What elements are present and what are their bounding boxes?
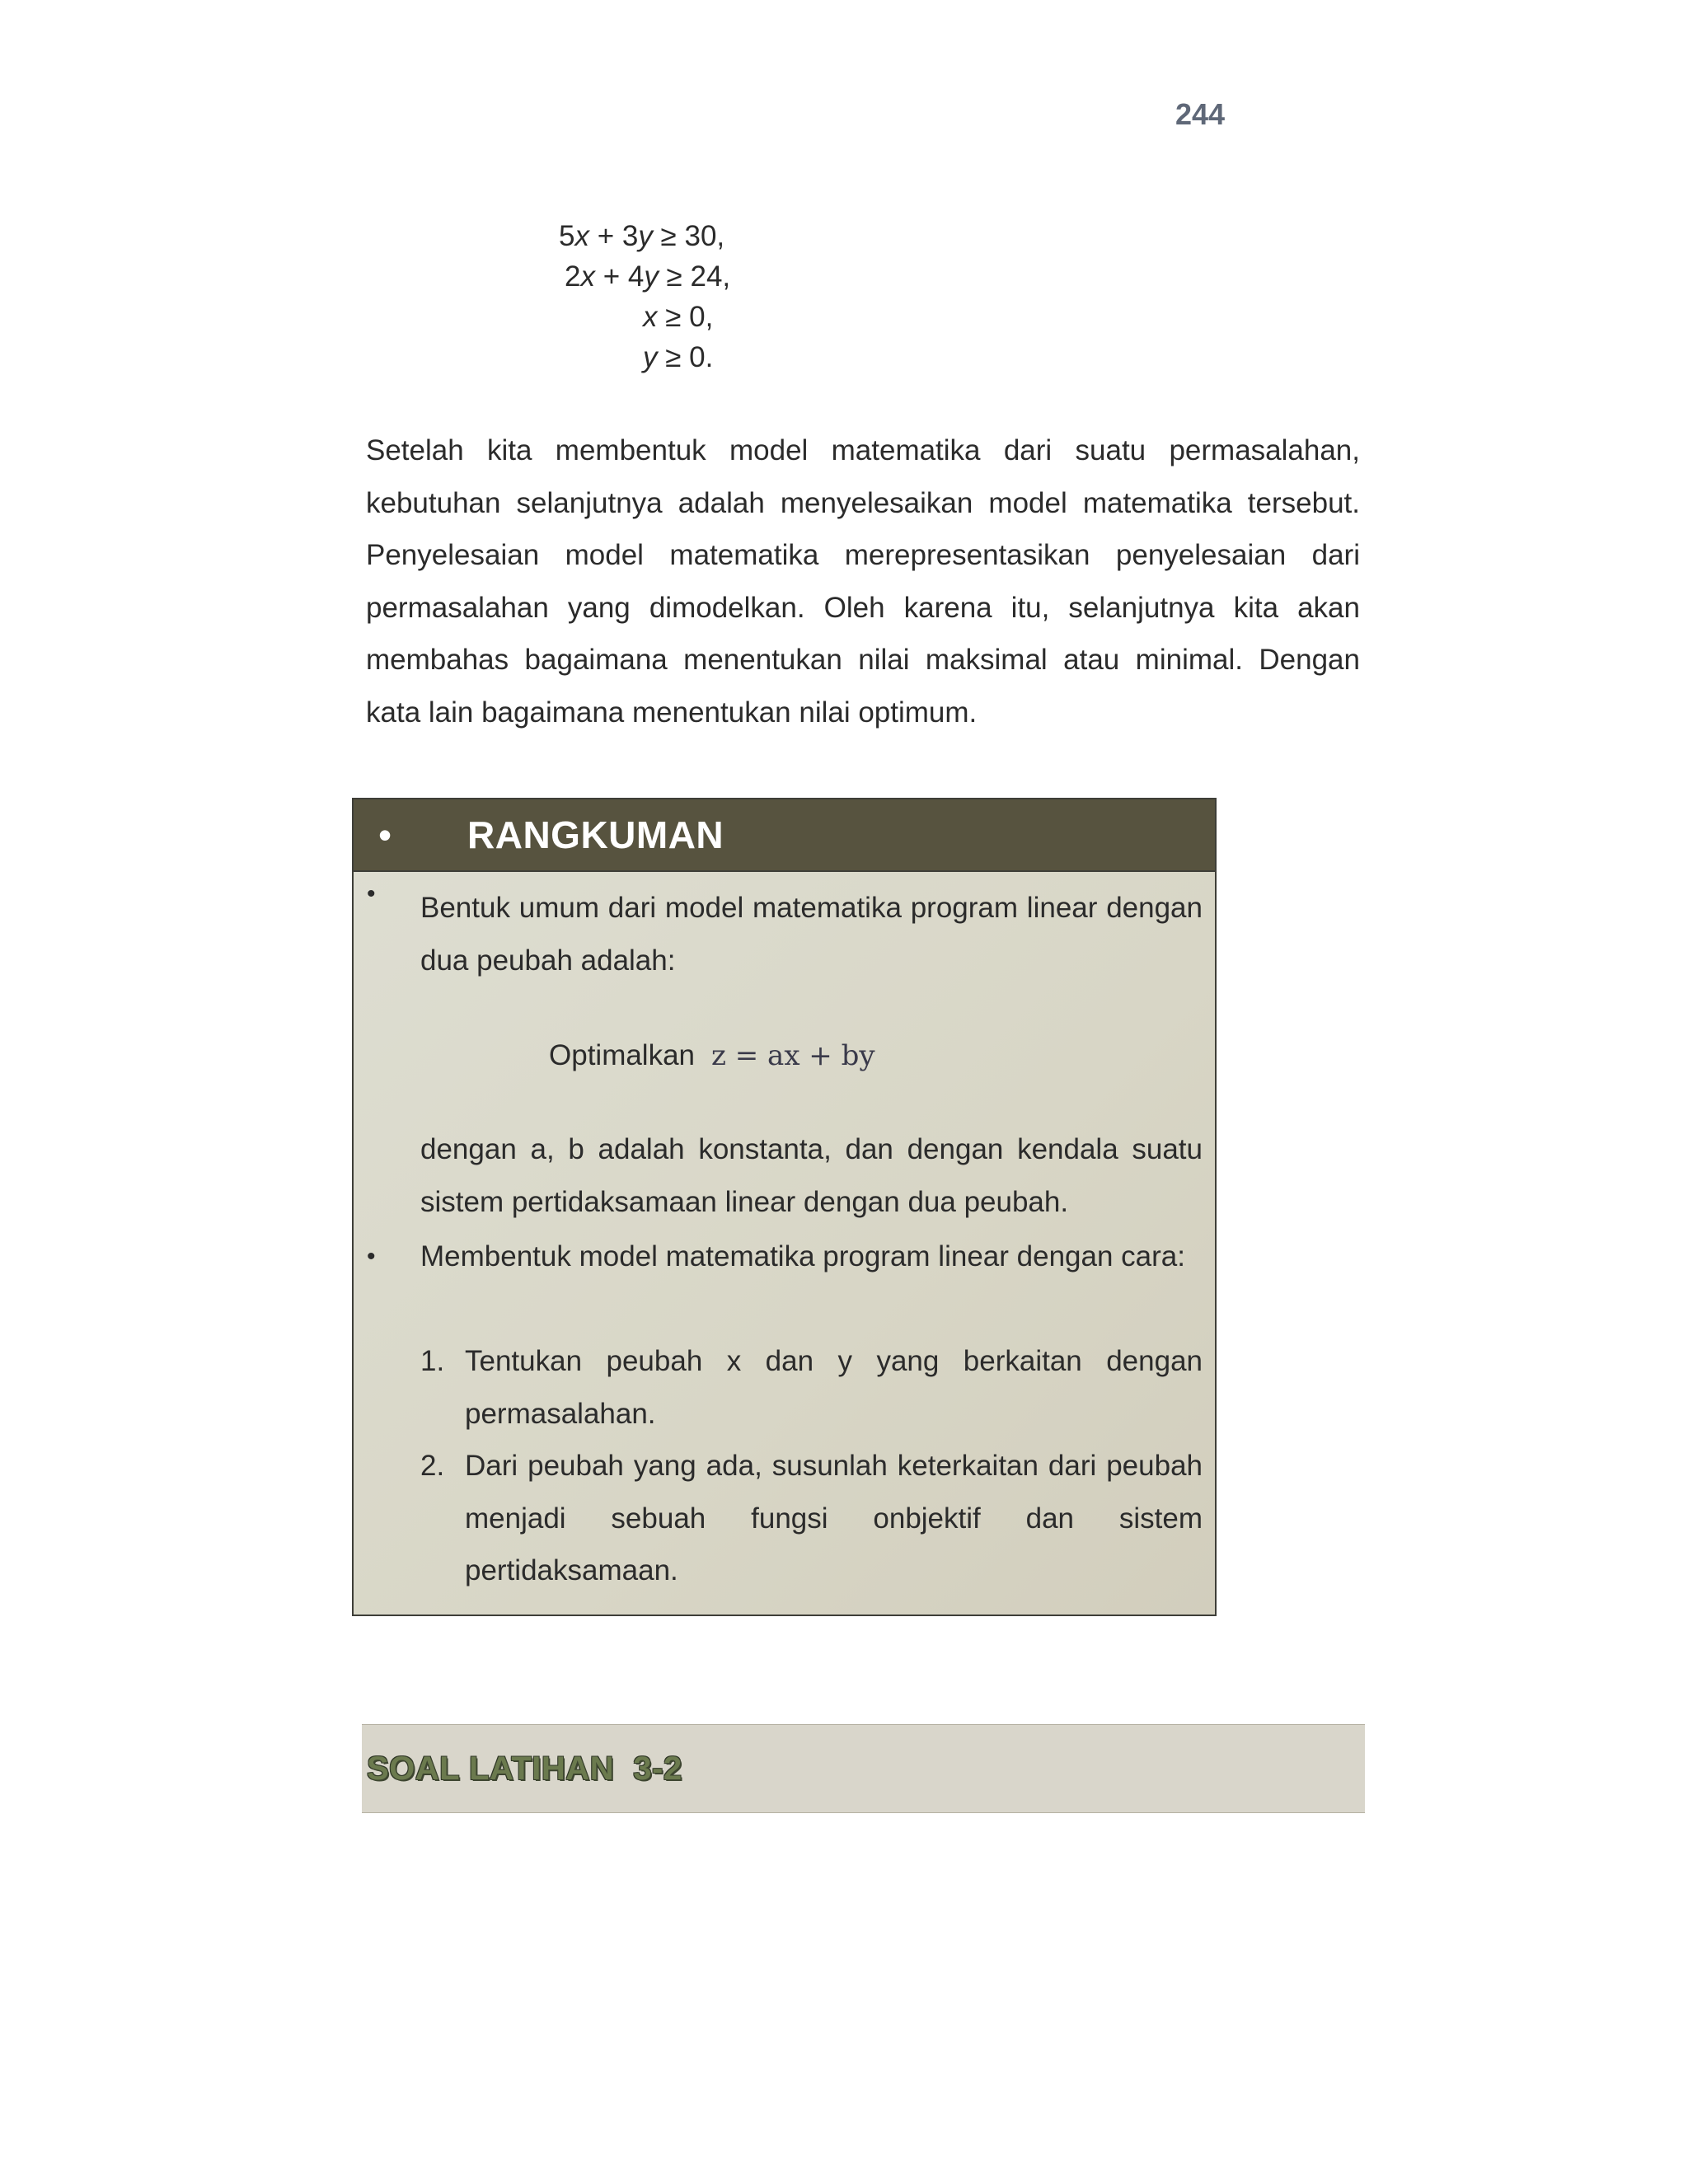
equation-line: x ≥ 0, (643, 301, 714, 333)
exercise-header-band (362, 1724, 1365, 1813)
summary-box (352, 798, 1217, 1616)
steps-list (420, 1335, 1203, 1597)
equation-line: 5x + 3y ≥ 30, (559, 220, 725, 252)
exercise-title: SOAL LATIHAN 3-2 (367, 1750, 682, 1787)
bullet-icon: • (367, 880, 376, 907)
list-number: 1. (420, 1345, 445, 1377)
body-paragraph: Setelah kita membentuk model matematika dari suatu permasalahan, kebutuhan selanjutnya adalah menyelesaikan model matematika tersebut. Penyelesaian model matematika merepresentasikan penyelesaian dari permasalahan yang dimodelkan. Oleh karena itu, selanjutnya kita akan membahas bagaimana menentukan nilai maksimal atau minimal. Dengan kata lain bagaimana menentukan nilai optimum. (366, 434, 1360, 729)
optimize-label: Optimalkan (549, 1039, 696, 1071)
list-item (420, 1440, 1203, 1597)
list-item (420, 1335, 1203, 1440)
summary-item-text: Bentuk umum dari model matematika program linear dengan dua peubah adalah: (420, 892, 1203, 977)
constraint-equations (557, 216, 730, 377)
bullet-icon: • (378, 813, 392, 856)
equation-line: 2x + 4y ≥ 24, (565, 260, 731, 293)
summary-item-text: Membentuk model matematika program linear dengan cara: (420, 1240, 1185, 1272)
list-item-text: Tentukan peubah x dan y yang berkaitan dengan permasalahan. (465, 1345, 1203, 1430)
page-number: 244 (1175, 97, 1226, 131)
list-item-text: Dari peubah yang ada, susunlah keterkaitan dari peubah menjadi sebuah fungsi onbjektif dan sistem pertidaksamaan. (465, 1450, 1203, 1586)
optimize-formula: z = ax + by (711, 1039, 875, 1072)
bullet-icon: • (367, 1243, 376, 1270)
summary-header (354, 799, 1215, 872)
summary-title: RANGKUMAN (467, 813, 724, 856)
equation-line: y ≥ 0. (643, 341, 714, 373)
optimize-line (549, 1035, 875, 1076)
summary-item-text: dengan a, b adalah konstanta, dan dengan kendala suatu sistem pertidaksamaan linear dengan dua peubah. (420, 1133, 1203, 1218)
list-number: 2. (420, 1450, 445, 1482)
